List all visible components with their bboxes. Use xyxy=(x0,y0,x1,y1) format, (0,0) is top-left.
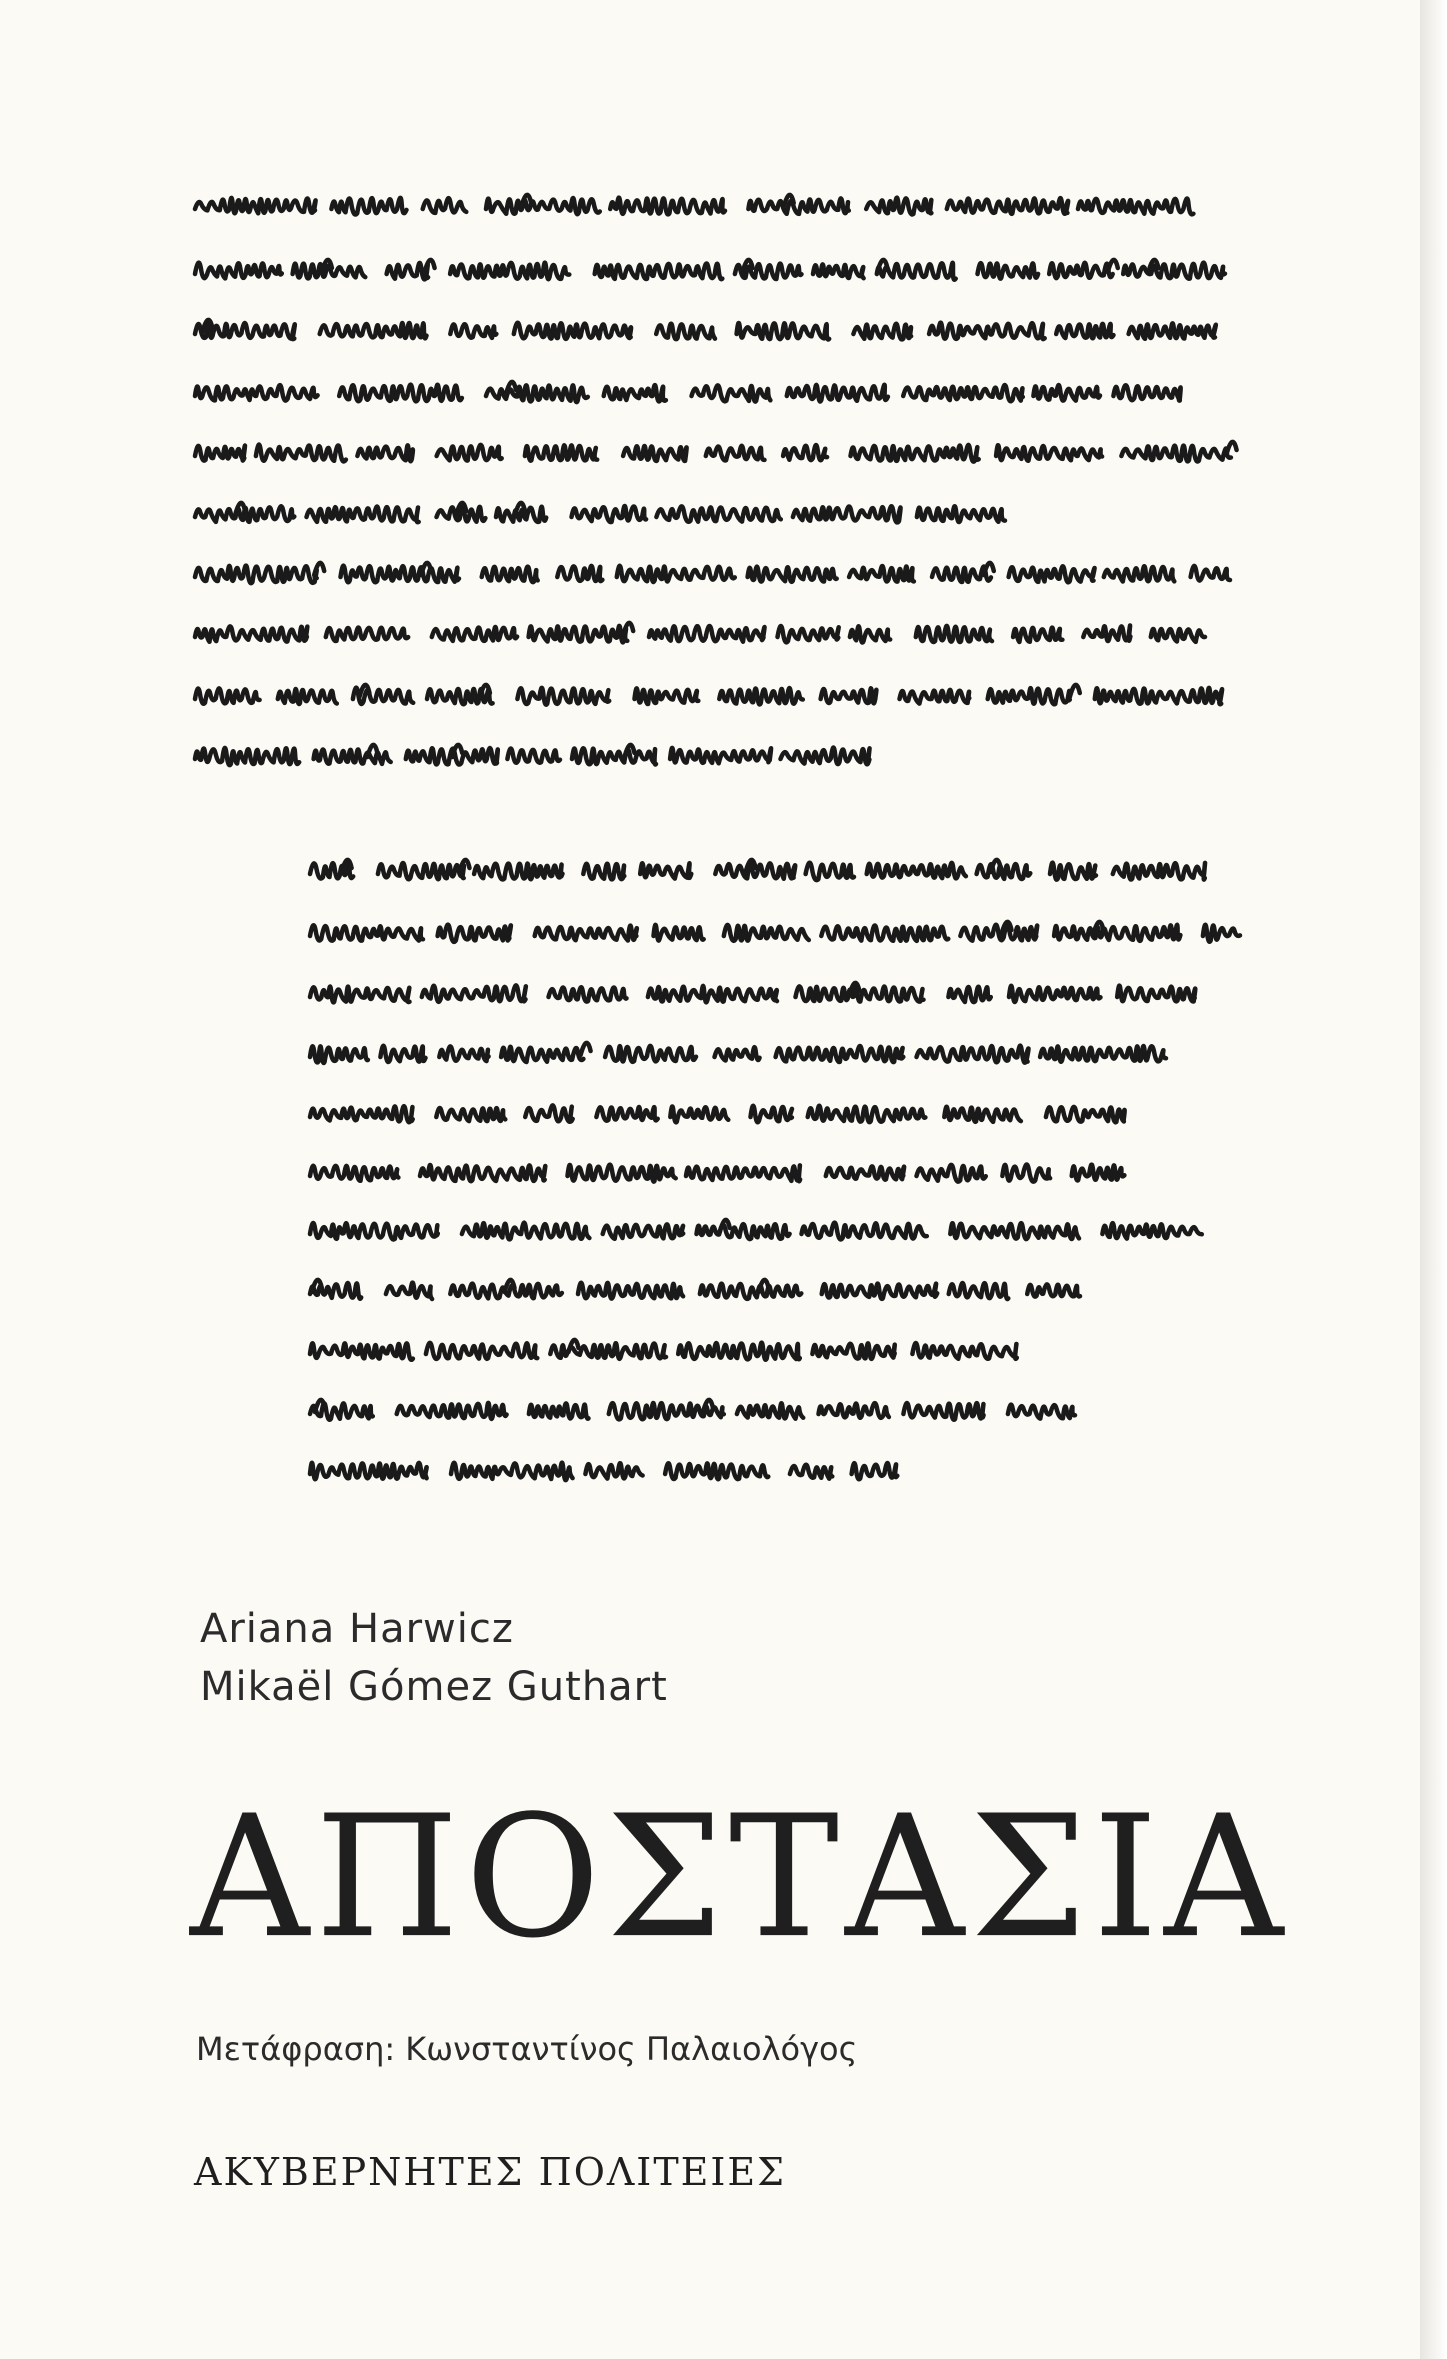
scribble-word xyxy=(1078,199,1193,215)
scribble-word xyxy=(948,987,990,1002)
scribble-word xyxy=(851,445,979,462)
scribble-word xyxy=(751,1106,792,1122)
scribble-stroke xyxy=(314,563,324,575)
scribble-word xyxy=(339,385,462,402)
scribble-word xyxy=(1102,1223,1201,1238)
translator-credit: Μετάφραση: Κωνσταντίνος Παλαιολόγος xyxy=(196,2030,858,2068)
scribble-word xyxy=(819,1403,889,1418)
scribble-word xyxy=(501,1047,583,1062)
scribble-word xyxy=(1027,1284,1080,1296)
scribble-word xyxy=(525,445,597,460)
scribble-word xyxy=(737,1403,803,1418)
scribble-word xyxy=(1123,263,1225,279)
scribble-word xyxy=(310,1166,398,1181)
scribble-word xyxy=(917,1165,986,1182)
scribble-word xyxy=(654,925,704,941)
scribble-word xyxy=(610,198,725,215)
scribble-word xyxy=(307,507,419,523)
scribble-word xyxy=(310,1283,361,1299)
scribble-word xyxy=(1072,1165,1125,1181)
scribble-word xyxy=(719,688,803,704)
scribble-word xyxy=(256,445,346,462)
scribble-word xyxy=(572,506,647,522)
scribble-word xyxy=(944,1107,1021,1122)
scribble-word xyxy=(826,1166,904,1179)
scribble-word xyxy=(850,626,890,642)
scribble-word xyxy=(929,323,1045,339)
scribble-word xyxy=(912,1343,1016,1359)
scribble-word xyxy=(310,1046,368,1063)
scribble-word xyxy=(195,748,299,765)
scribble-word xyxy=(640,863,691,878)
scribble-word xyxy=(866,198,931,215)
scribble-word xyxy=(867,863,966,878)
scribble-word xyxy=(341,566,460,583)
scribble-word xyxy=(737,323,830,339)
scribble-word xyxy=(195,626,307,641)
scribble-word xyxy=(812,1343,894,1359)
scribble-word xyxy=(439,1046,488,1061)
scribble-word xyxy=(320,323,427,338)
scribble-word xyxy=(996,445,1102,461)
scribble-word xyxy=(1151,629,1205,642)
scribble-word xyxy=(549,987,627,1001)
scribble-word xyxy=(623,446,687,461)
scribble-word xyxy=(649,626,765,642)
scribble-word xyxy=(1009,566,1095,582)
scribble-word xyxy=(853,324,911,340)
scribble-word xyxy=(525,1105,573,1121)
publisher-name: ΑΚΥΒΕΡΝΗΤΕΣ ΠΟΛΙΤΕΙΕΣ xyxy=(194,2150,787,2194)
scribble-word xyxy=(978,263,1039,278)
scribble-word xyxy=(1040,1046,1166,1062)
scribble-word xyxy=(617,566,735,582)
scribble-word xyxy=(1050,863,1096,880)
scribble-word xyxy=(916,626,992,642)
scribble-word xyxy=(310,987,410,1003)
scribble-word xyxy=(724,925,809,941)
scribble-word xyxy=(397,1403,507,1419)
scribble-stroke xyxy=(1227,442,1237,454)
scribble-word xyxy=(387,263,429,279)
scribble-word xyxy=(482,567,538,583)
scribble-word xyxy=(692,385,771,401)
scribble-word xyxy=(1056,324,1113,338)
author-1: Ariana Harwicz xyxy=(200,1606,514,1652)
scribble-word xyxy=(648,986,777,1002)
scribble-word xyxy=(821,925,948,940)
scribble-word xyxy=(1095,688,1222,704)
scribble-word xyxy=(507,749,560,763)
scribble-word xyxy=(422,985,526,1001)
scribble-word xyxy=(790,1465,832,1479)
scribble-word xyxy=(583,864,624,880)
scribble-word xyxy=(432,627,517,641)
scribble-word xyxy=(1083,625,1130,641)
scribble-word xyxy=(604,385,666,401)
scribble-word xyxy=(310,925,423,940)
scribble-word xyxy=(1054,925,1180,941)
scribble-word xyxy=(517,688,609,705)
scribble-word xyxy=(462,1223,590,1240)
scribble-word xyxy=(950,1223,1079,1239)
scribble-word xyxy=(700,1284,801,1299)
scribble-word xyxy=(195,385,318,400)
scribble-word xyxy=(310,1106,413,1122)
scribble-word xyxy=(706,446,765,461)
scribble-word xyxy=(386,1283,432,1299)
scribble-word xyxy=(450,324,496,338)
scribble-word xyxy=(557,566,602,581)
scribble-word xyxy=(380,1046,425,1062)
scribble-stroke xyxy=(581,1043,591,1055)
scribble-word xyxy=(821,688,877,703)
scribble-word xyxy=(514,323,631,339)
scribble-word xyxy=(670,1106,728,1122)
scribble-word xyxy=(378,863,464,879)
book-title: ΑΠΟΣΤΑΣΙΑ xyxy=(190,1779,1290,1975)
author-2: Mikaël Gómez Guthart xyxy=(200,1664,668,1710)
scribble-word xyxy=(678,1343,800,1360)
scribble-word xyxy=(310,1343,413,1359)
scribble-word xyxy=(793,506,901,522)
scribble-word xyxy=(310,1223,438,1240)
scribble-word xyxy=(787,385,888,402)
scribble-word xyxy=(195,263,282,279)
scribble-word xyxy=(900,690,970,704)
scribble-word xyxy=(1049,263,1113,278)
scribble-word xyxy=(1129,323,1216,338)
scribble-word xyxy=(603,1224,684,1238)
scribble-word xyxy=(1113,863,1205,880)
scribble-word xyxy=(656,324,715,339)
scribble-word xyxy=(568,1165,676,1182)
scribble-word xyxy=(310,1463,427,1479)
scribble-word xyxy=(195,688,260,703)
scribble-word xyxy=(437,445,502,461)
scribble-word xyxy=(572,748,656,764)
scribble-word xyxy=(437,506,486,522)
scribble-word xyxy=(917,506,1005,522)
scribble-word xyxy=(438,925,511,942)
scribble-word xyxy=(1009,986,1101,1002)
scribble-word xyxy=(436,1108,505,1121)
scribble-word xyxy=(278,689,337,704)
scribble-word xyxy=(748,567,837,582)
scribble-word xyxy=(1033,385,1100,400)
scribble-word xyxy=(947,198,1068,214)
scribble-word xyxy=(715,1047,760,1060)
scribble-word xyxy=(310,1403,373,1419)
scribble-word xyxy=(781,748,870,765)
scribble-word xyxy=(1104,566,1175,581)
scribble-word xyxy=(917,1046,1029,1063)
scribble-word xyxy=(670,748,771,763)
scribble-word xyxy=(1117,986,1195,1002)
scribble-word xyxy=(195,566,317,584)
scribble-word xyxy=(802,1223,927,1240)
scribble-word xyxy=(783,445,827,460)
scribble-word xyxy=(665,1463,768,1479)
scribble-word xyxy=(310,863,353,878)
scribble-word xyxy=(960,925,1037,941)
scribble-word xyxy=(822,1284,938,1299)
scribble-word xyxy=(420,1165,545,1181)
scribble-word xyxy=(605,1046,696,1062)
scribble-word xyxy=(686,1165,800,1181)
scribble-word xyxy=(585,1463,642,1478)
scribble-word xyxy=(423,198,467,213)
scribble-word xyxy=(596,1107,657,1121)
scribble-word xyxy=(293,264,366,279)
scribble-word xyxy=(529,1403,589,1418)
scribble-word xyxy=(426,1343,537,1359)
scribble-word xyxy=(1113,385,1180,400)
scribble-stroke xyxy=(1108,260,1118,272)
scribble-word xyxy=(326,628,408,641)
authors xyxy=(200,1600,668,1716)
scribble-word xyxy=(748,198,848,213)
scribble-word xyxy=(595,263,723,279)
scribble-word xyxy=(331,198,406,215)
scribble-word xyxy=(195,446,245,461)
scribble-stroke xyxy=(1070,685,1080,697)
scribble-word xyxy=(450,263,569,280)
scribble-word xyxy=(806,863,854,880)
scribble-word xyxy=(486,385,588,402)
scribble-word xyxy=(357,445,413,461)
scribble-word xyxy=(535,926,637,941)
scribble-word xyxy=(776,1046,904,1062)
scribble-word xyxy=(656,506,780,521)
scribble-word xyxy=(988,688,1070,704)
scribble-word xyxy=(496,507,546,522)
scribble-word xyxy=(451,1463,573,1480)
scribble-word xyxy=(195,198,316,213)
scribble-stroke xyxy=(984,563,994,575)
scribble-word xyxy=(977,864,1031,879)
scribble-word xyxy=(1002,1165,1050,1182)
scribble-word xyxy=(486,198,600,214)
scribble-word xyxy=(578,1283,683,1299)
scribble-word xyxy=(849,566,914,582)
scribble-word xyxy=(778,626,839,642)
scribble-word xyxy=(903,1403,983,1420)
scribble-word xyxy=(808,1106,926,1122)
scribble-word xyxy=(1203,925,1240,942)
scribble-word xyxy=(1013,628,1062,642)
scribble-word xyxy=(635,688,699,704)
scribble-word xyxy=(949,1283,1009,1299)
scribble-word xyxy=(697,1224,790,1239)
scribble-word xyxy=(1191,566,1230,581)
scribble-word xyxy=(852,1463,898,1479)
scribble-word xyxy=(529,626,628,643)
scribble-word xyxy=(903,385,1023,401)
scribble-word xyxy=(474,864,562,880)
scribble-word xyxy=(1121,446,1231,462)
page-edge-shadow xyxy=(1420,0,1447,2359)
scribble-word xyxy=(1008,1405,1075,1419)
scribble-word xyxy=(813,264,864,278)
scribble-word xyxy=(1046,1107,1125,1122)
